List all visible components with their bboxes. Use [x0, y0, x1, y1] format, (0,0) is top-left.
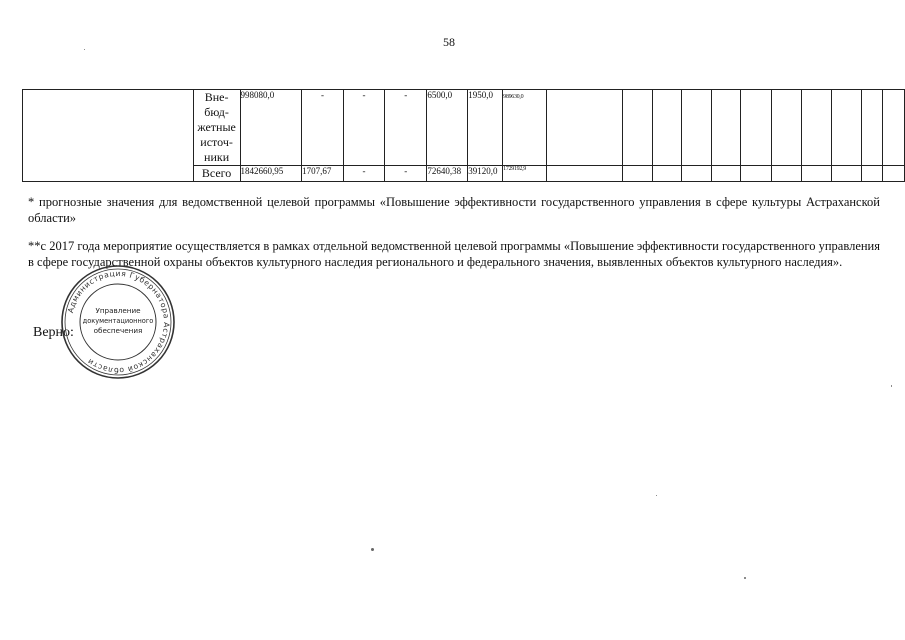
value-cell: - — [302, 90, 344, 166]
footnote-2017: **с 2017 года мероприятие осуществляется в рамках отдельной ведомственной целевой программы «Повышение эффективности государственного управления в сфере государственной охраны объектов культурного наследия регионального и федерального значения, выявленных объектов культурного наследия». — [28, 239, 880, 269]
footnote-forecast: * прогнозные значения для ведомственной целевой программы «Повышение эффективности государственного управления в сфере культуры Астраханской области» — [28, 195, 880, 225]
value-cell: 1707,67 — [302, 166, 344, 182]
value-cell: - — [385, 90, 427, 166]
value-cell: - — [343, 90, 384, 166]
value-cell: 989630,0 — [503, 90, 547, 166]
value-cell: 1950,0 — [468, 90, 503, 166]
source-cell: Вне- бюд- жетные источ- ники — [193, 90, 240, 166]
value-cell: 6500,0 — [427, 90, 468, 166]
value-cell: 39120,0 — [468, 166, 503, 182]
official-seal-stamp — [58, 262, 178, 382]
scan-speck — [656, 495, 657, 496]
stamp-ring-text: Администрация Губернатора Астраханской области — [65, 268, 172, 376]
empty-cell — [23, 90, 194, 182]
scan-speck — [744, 577, 746, 579]
value-cell: 1842660,95 — [240, 166, 302, 182]
table-row — [23, 90, 905, 166]
page-number: 58 — [443, 35, 455, 49]
value-cell: - — [385, 166, 427, 182]
value-cell: 1729192,9 — [503, 166, 547, 182]
stamp-center-line: Управление — [95, 306, 141, 315]
certification-label: Верно: — [33, 325, 74, 340]
scan-speck — [891, 385, 892, 387]
scan-speck — [371, 548, 374, 551]
stamp-center-line: документационного — [82, 317, 154, 325]
budget-table — [22, 89, 905, 182]
source-cell: Всего — [193, 166, 240, 182]
stamp-center-line: обеспечения — [93, 326, 143, 335]
scan-speck — [84, 49, 85, 50]
value-cell: - — [343, 166, 384, 182]
value-cell: 72640,38 — [427, 166, 468, 182]
value-cell: 998080,0 — [240, 90, 302, 166]
